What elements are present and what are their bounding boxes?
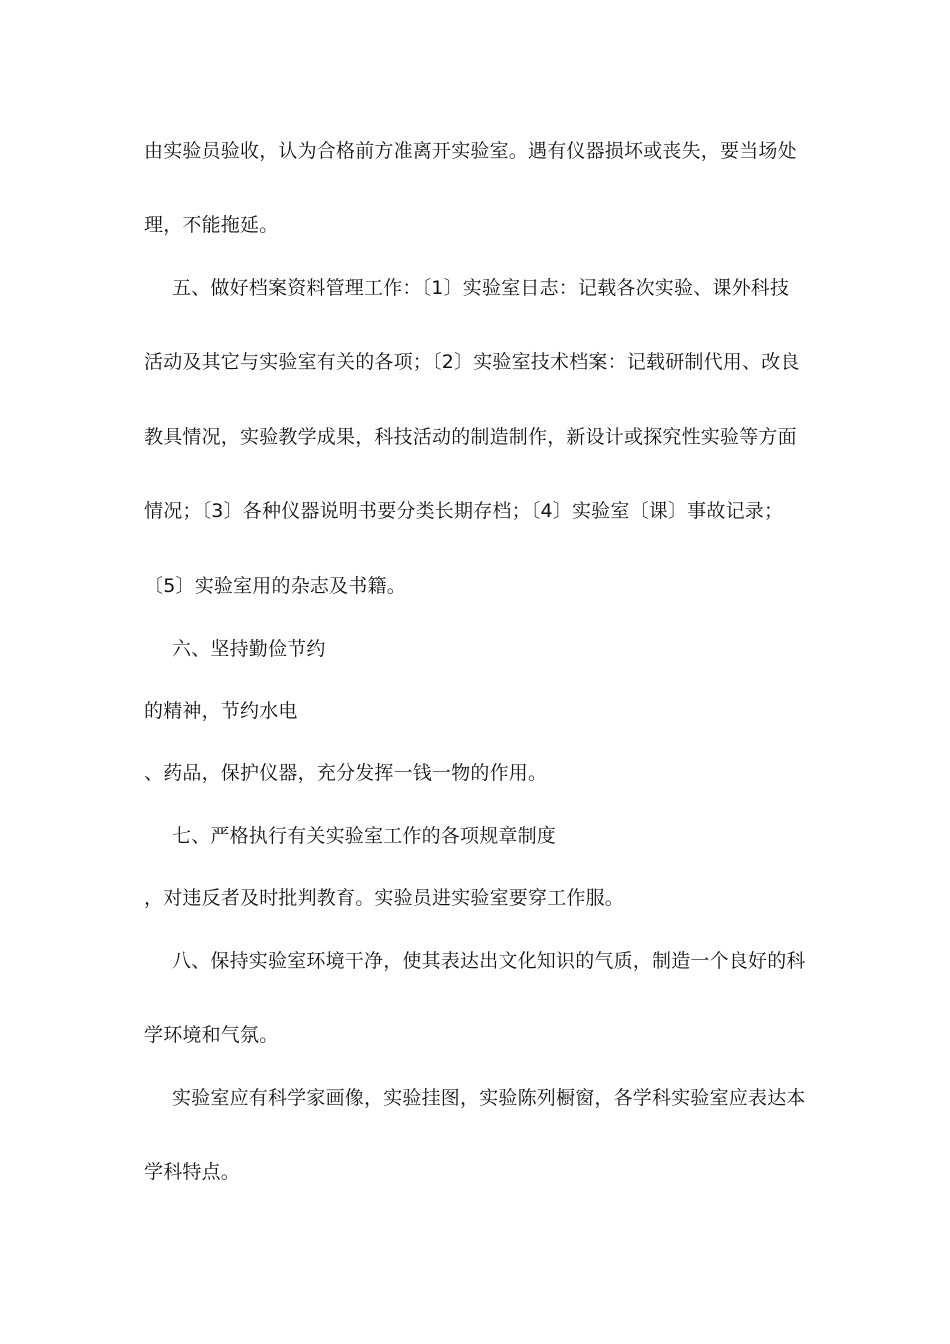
paragraph-start-line: 实验室应有科学家画像，实验挂图，实验陈列橱窗，各学科实验室应表达本 <box>172 1087 806 1109</box>
text-line: 学环境和气氛。 <box>144 1024 279 1046</box>
section-7-heading-line: 七、严格执行有关实验室工作的各项规章制度 <box>172 825 557 847</box>
section-8-heading-line: 八、保持实验室环境干净，使其表达出文化知识的气质，制造一个良好的科 <box>172 950 806 972</box>
text-line: 的精神，节约水电 <box>144 700 298 722</box>
section-5-heading-line: 五、做好档案资料管理工作：〔1〕实验室日志：记载各次实验、课外科技 <box>172 277 790 299</box>
text-line: ，对违反者及时批判教育。实验员进实验室要穿工作服。 <box>144 887 625 909</box>
text-line: 〔5〕实验室用的杂志及书籍。 <box>144 575 406 597</box>
section-6-heading-line: 六、坚持勤俭节约 <box>172 638 326 660</box>
text-line: 由实验员验收，认为合格前方准离开实验室。遇有仪器损坏或丧失，要当场处 <box>144 140 797 162</box>
text-line: 教具情况，实验教学成果，科技活动的制造制作，新设计或探究性实验等方面 <box>144 426 797 448</box>
text-line: 、药品，保护仪器，充分发挥一钱一物的作用。 <box>144 762 548 784</box>
text-line: 活动及其它与实验室有关的各项；〔2〕实验室技术档案：记载研制代用、改良 <box>144 351 800 373</box>
text-line: 学科特点。 <box>144 1161 241 1183</box>
text-line: 情况；〔3〕各种仪器说明书要分类长期存档；〔4〕实验室〔课〕事故记录； <box>144 500 784 522</box>
text-line: 理，不能拖延。 <box>144 214 279 236</box>
